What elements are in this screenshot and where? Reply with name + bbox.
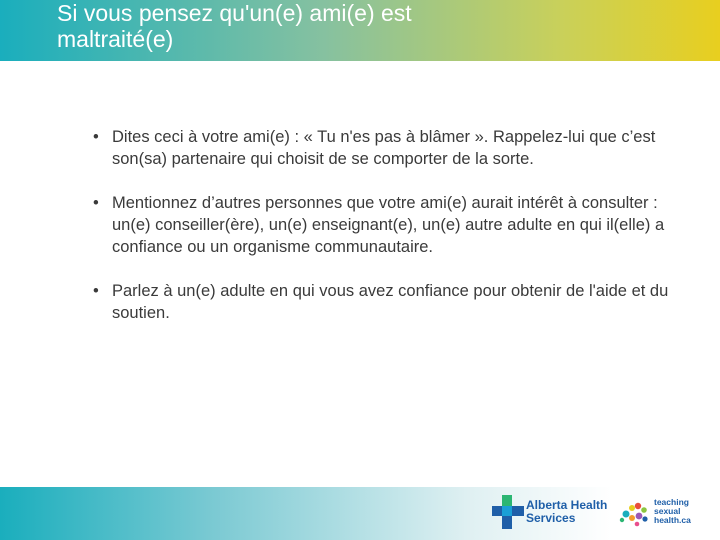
tsh-dots-icon: [618, 498, 652, 528]
ahs-line-1: Alberta Health: [526, 498, 608, 512]
bullet-text: Parlez à un(e) adulte en qui vous avez confiance pour obtenir de l'aide et du soutien.: [112, 282, 669, 322]
bullet-text: Mentionnez d’autres personnes que votre ami(e) aurait intérêt à consulter : un(e) conseiller(ère), un(e) enseignant(e), un(e) autre adulte en qui il(elle) a confiance ou un organisme communautaire.: [112, 194, 665, 256]
ahs-cross-icon: [492, 495, 524, 529]
bullet-dot: •: [93, 128, 99, 146]
list-item: [93, 192, 673, 258]
teaching-sexual-health-logo: [618, 498, 718, 534]
tsh-wordmark: [654, 498, 691, 525]
ahs-wordmark: [526, 499, 607, 525]
alberta-health-services-logo: [492, 495, 617, 531]
title-line-2: maltraité(e): [57, 26, 174, 52]
tsh-line-1: teaching: [654, 497, 689, 507]
ahs-line-2: Services: [526, 511, 576, 525]
list-item: [93, 126, 673, 170]
list-item: [93, 280, 673, 324]
bullet-dot: •: [93, 282, 99, 300]
bullet-list: [93, 126, 673, 346]
tsh-line-2: sexual: [654, 506, 681, 516]
title-line-1: Si vous pensez qu'un(e) ami(e) est: [57, 0, 412, 26]
tsh-line-3: health.ca: [654, 515, 691, 525]
bullet-text: Dites ceci à votre ami(e) : « Tu n'es pas à blâmer ». Rappelez-lui que c’est son(sa) partenaire qui choisit de se comporter de la sorte.: [112, 128, 656, 168]
bullet-dot: •: [93, 194, 99, 212]
slide-title: [57, 0, 617, 52]
